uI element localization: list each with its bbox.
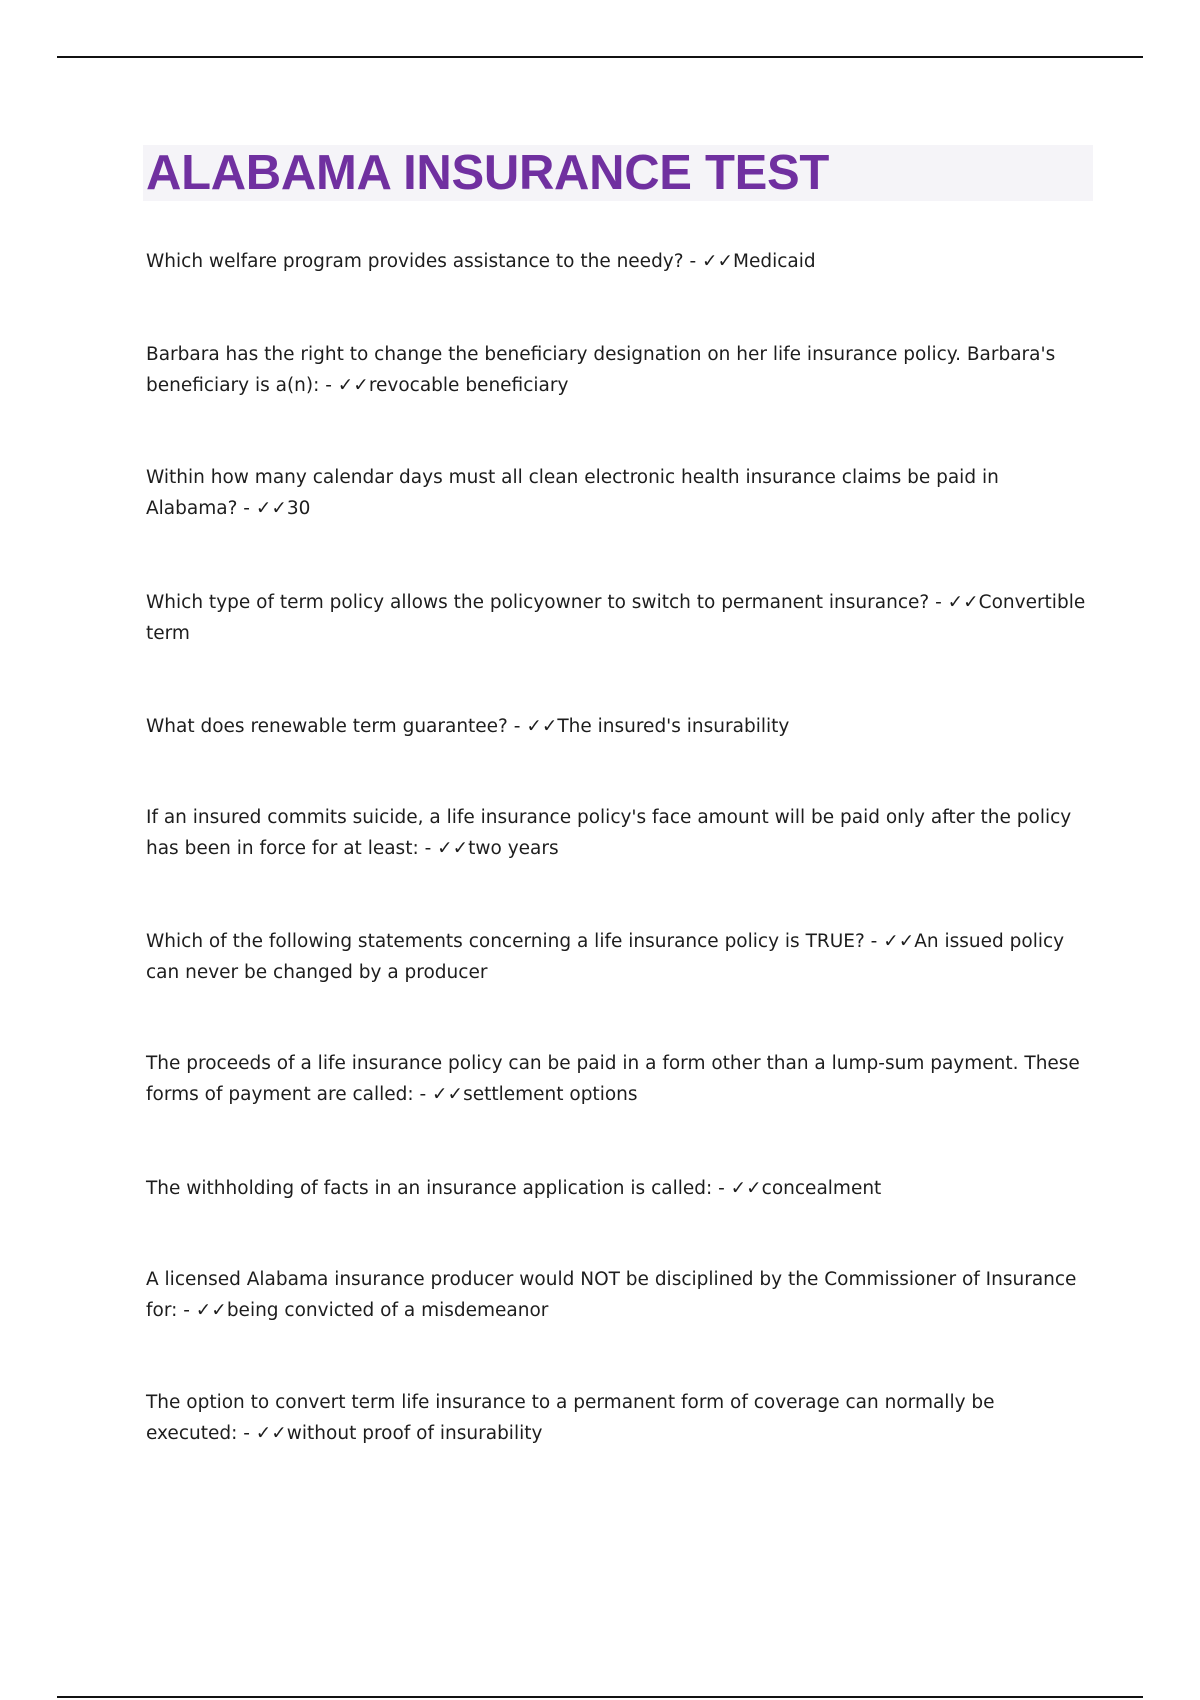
check-mark-icon: ✓✓ (702, 251, 734, 272)
question-text: Which type of term policy allows the policyowner to switch to permanent insurance? (146, 592, 930, 613)
qa-item (146, 1173, 1086, 1204)
separator: - (929, 592, 948, 613)
question-text: Within how many calendar days must all clean electronic health insurance claims be paid in Alabama? (146, 467, 999, 519)
answer-text: settlement options (463, 1084, 638, 1105)
separator: - (177, 1300, 196, 1321)
answer-text: 30 (286, 498, 311, 519)
check-mark-icon: ✓✓ (255, 498, 287, 519)
question-text: The proceeds of a life insurance policy can be paid in a form other than a lump-sum payment. These forms of payment are called: (146, 1053, 1080, 1105)
question-text: Barbara has the right to change the beneficiary designation on her life insurance policy. Barbara's beneficiary is a(n): (146, 344, 1056, 396)
question-text: What does renewable term guarantee? (146, 716, 508, 737)
question-text: The option to convert term life insurance to a permanent form of coverage can normally be executed: (146, 1392, 995, 1444)
question-text: The withholding of facts in an insurance application is called: (146, 1178, 713, 1199)
answer-text: An issued policy can never be changed by a producer (146, 931, 1065, 983)
separator: - (418, 838, 438, 859)
qa-item (146, 246, 1086, 277)
qa-item (146, 1048, 1086, 1110)
check-mark-icon: ✓✓ (526, 716, 558, 737)
separator: - (413, 1084, 433, 1105)
separator: - (712, 1178, 731, 1199)
top-rule (57, 56, 1143, 58)
check-mark-icon: ✓✓ (437, 838, 469, 859)
check-mark-icon: ✓✓ (255, 1423, 287, 1444)
qa-item (146, 926, 1086, 988)
qa-item (146, 587, 1086, 649)
check-mark-icon: ✓✓ (195, 1300, 227, 1321)
qa-item (146, 711, 1086, 742)
separator: - (864, 931, 884, 952)
bottom-rule (57, 1696, 1143, 1698)
question-text: Which of the following statements concerning a life insurance policy is TRUE? (146, 931, 865, 952)
qa-item (146, 1264, 1086, 1326)
separator: - (507, 716, 527, 737)
answer-text: without proof of insurability (286, 1423, 543, 1444)
question-text: Which welfare program provides assistance to the needy? (146, 251, 684, 272)
check-mark-icon: ✓✓ (730, 1178, 762, 1199)
answer-text: revocable beneficiary (368, 375, 569, 396)
separator: - (319, 375, 338, 396)
check-mark-icon: ✓✓ (432, 1084, 464, 1105)
check-mark-icon: ✓✓ (337, 375, 369, 396)
answer-text: two years (468, 838, 559, 859)
question-text: A licensed Alabama insurance producer would NOT be disciplined by the Commissioner of Insurance for: (146, 1269, 1077, 1321)
separator: - (237, 498, 256, 519)
qa-item (146, 802, 1086, 864)
check-mark-icon: ✓✓ (947, 592, 979, 613)
separator: - (237, 1423, 256, 1444)
answer-text: being convicted of a misdemeanor (226, 1300, 549, 1321)
page-title: ALABAMA INSURANCE TEST (146, 146, 830, 200)
answer-text: Medicaid (733, 251, 816, 272)
qa-item (146, 1387, 1086, 1449)
question-text: If an insured commits suicide, a life insurance policy's face amount will be paid only after the policy has been in force for at least: (146, 807, 1072, 859)
separator: - (683, 251, 703, 272)
answer-text: concealment (761, 1178, 882, 1199)
answer-text: Convertible term (146, 592, 1086, 644)
title-band (143, 145, 1093, 201)
qa-item (146, 462, 1086, 524)
qa-item (146, 339, 1086, 401)
check-mark-icon: ✓✓ (883, 931, 915, 952)
answer-text: The insured's insurability (557, 716, 790, 737)
